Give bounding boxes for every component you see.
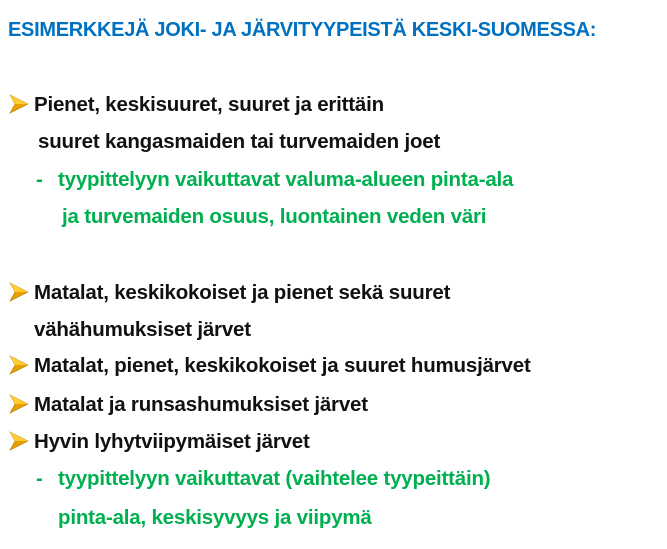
lake-type-1-line-2: vähähumuksiset järvet — [34, 318, 251, 341]
river-types-line-1: Pienet, keskisuuret, suuret ja erittäin — [34, 93, 384, 116]
arrow-bullet-icon — [8, 393, 30, 415]
lake-type-4: Hyvin lyhytviipymäiset järvet — [34, 430, 310, 453]
arrow-bullet-icon — [8, 281, 30, 303]
lake-criteria-line-2: pinta-ala, keskisyvyys ja viipymä — [58, 506, 372, 529]
sub-dash-marker: - — [36, 467, 43, 490]
sub-dash-marker: - — [36, 168, 43, 191]
arrow-bullet-icon — [8, 354, 30, 376]
lake-criteria-line-1: tyypittelyyn vaikuttavat (vaihtelee tyypeittäin) — [58, 467, 491, 490]
arrow-bullet-icon — [8, 430, 30, 452]
river-criteria-line-2: ja turvemaiden osuus, luontainen veden väri — [62, 205, 487, 228]
page-title: ESIMERKKEJÄ JOKI- JA JÄRVITYYPEISTÄ KESKI-SUOMESSA: — [8, 19, 597, 41]
lake-type-1-line-1: Matalat, keskikokoiset ja pienet sekä suuret — [34, 281, 451, 304]
lake-type-3: Matalat ja runsashumuksiset järvet — [34, 393, 368, 416]
river-types-line-2: suuret kangasmaiden tai turvemaiden joet — [38, 130, 441, 153]
arrow-bullet-icon — [8, 93, 30, 115]
river-criteria-line-1: tyypittelyyn vaikuttavat valuma-alueen pinta-ala — [58, 168, 514, 191]
lake-type-2: Matalat, pienet, keskikokoiset ja suuret humusjärvet — [34, 354, 531, 377]
